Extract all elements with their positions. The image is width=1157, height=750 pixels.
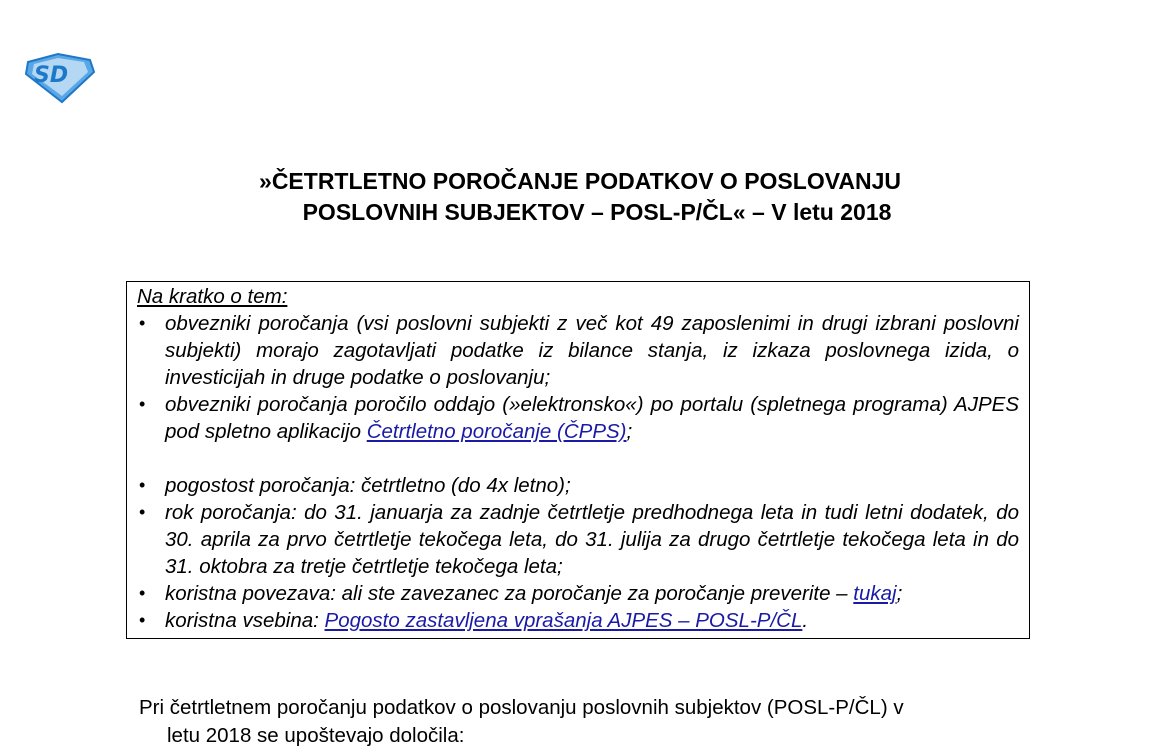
title-line-1: »ČETRTLETNO POROČANJE PODATKOV O POSLOVANJU <box>259 168 901 194</box>
summary-item-text: pogostost poročanja: četrtletno (do 4x letno); <box>165 474 571 497</box>
summary-item-suffix: ; <box>626 420 633 443</box>
summary-item-suffix: ; <box>896 582 903 605</box>
summary-list <box>137 310 1019 634</box>
summary-item-suffix: . <box>802 609 809 632</box>
summary-heading: Na kratko o tem: <box>137 285 288 308</box>
summary-item-text: koristna vsebina: <box>165 609 325 632</box>
document-title <box>150 166 1010 228</box>
paragraph-line-2: letu 2018 se upoštevajo določila: <box>167 724 465 747</box>
paragraph-line-1: Pri četrtletnem poročanju podatkov o poslovanju poslovnih subjektov (POSL-P/ČL) v <box>139 696 904 719</box>
body-paragraph <box>139 694 1029 750</box>
summary-item-text: obvezniki poročanja (vsi poslovni subjekti z več kot 49 zaposlenimi in drugi izbrani poslovni subjekti) morajo zagotavljati podatke iz bilance stanja, iz izkaza poslovnega izida, o investicijah in druge podatke o poslovanju; <box>165 312 1019 389</box>
faq-link[interactable]: Pogosto zastavljena vprašanja AJPES – POSL-P/ČL <box>324 609 803 632</box>
summary-item-text: koristna povezava: ali ste zavezanec za poročanje za poročanje preverite – <box>165 582 854 605</box>
summary-item-frequency <box>137 472 1019 499</box>
title-line-2: POSLOVNIH SUBJEKTOV – POSL-P/ČL« – V letu 2018 <box>302 199 892 225</box>
summary-item-faq <box>137 607 1019 634</box>
check-obligation-link[interactable]: tukaj <box>853 582 897 605</box>
cpps-app-link[interactable]: Četrtletno poročanje (ČPPS) <box>366 420 627 443</box>
summary-item-text: obvezniki poročanja poročilo oddajo (»elektronsko«) po portalu (spletnega programa) AJPES pod spletno aplikacijo <box>165 393 1019 443</box>
summary-item-obligors <box>137 310 1019 391</box>
svg-text:SD: SD <box>34 63 69 88</box>
summary-item-check-link <box>137 580 1019 607</box>
summary-box <box>126 281 1030 639</box>
summary-item-submission <box>137 391 1019 445</box>
sd-shield-logo-icon <box>22 52 96 104</box>
summary-item-deadlines <box>137 499 1019 580</box>
summary-item-text: rok poročanja: do 31. januarja za zadnje četrtletje predhodnega leta in tudi letni dodatek, do 30. aprila za prvo četrtletje tekočega leta, do 31. julija za drugo četrtletje tekočega leta in do 31. oktobra za tretje četrtletje tekočega leta; <box>165 501 1019 578</box>
